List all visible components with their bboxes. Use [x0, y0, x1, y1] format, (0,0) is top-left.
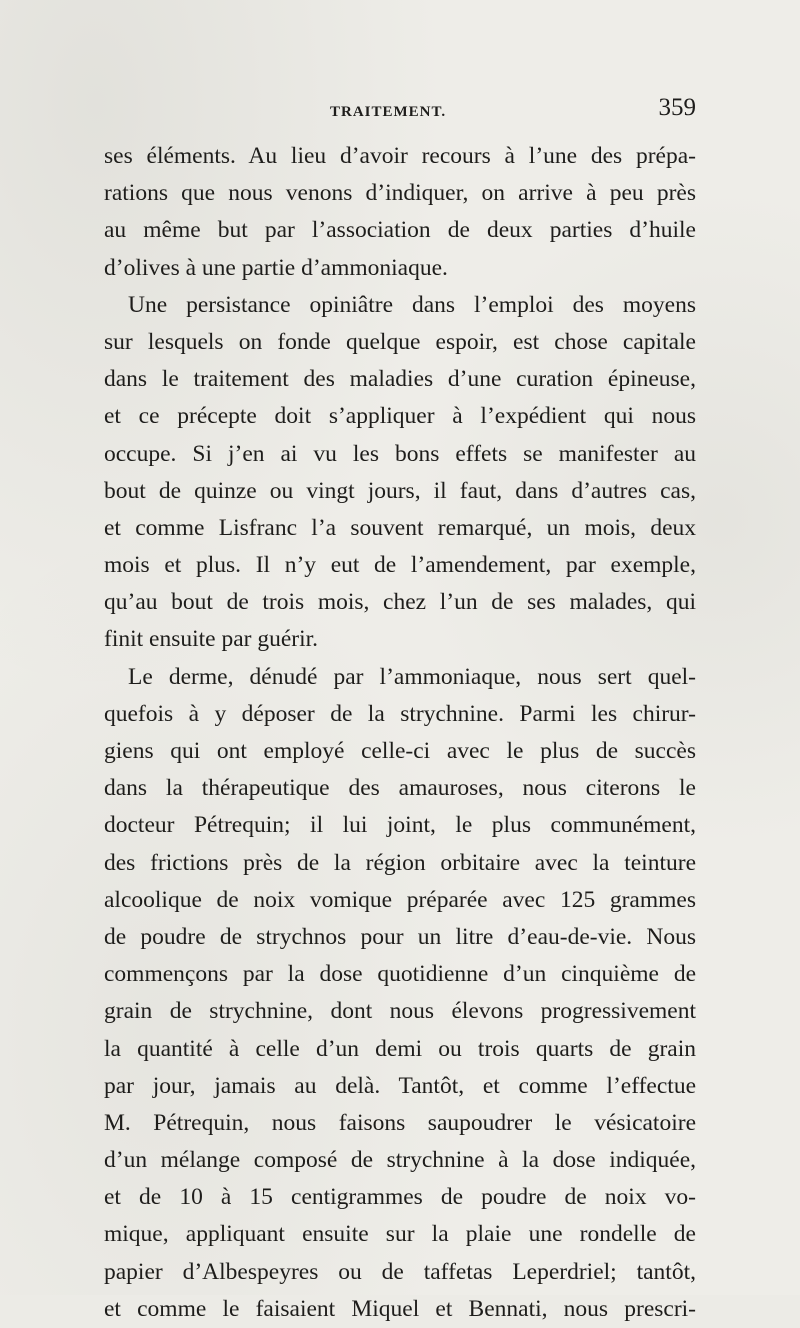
text-line: commençons par la dose quotidienne d’un cinquième de [104, 961, 696, 988]
text-line: qu’au bout de trois mois, chez l’un de ses malades, qui [104, 589, 696, 616]
text-line: la quantité à celle d’un demi ou trois quarts de grain [104, 1035, 696, 1062]
text-line: dans le traitement des maladies d’une curation épineuse, [104, 366, 696, 393]
text-line: papier d’Albespeyres ou de taffetas Leperdriel; tantôt, [104, 1258, 696, 1285]
text-line: mois et plus. Il n’y eut de l’amendement, par exemple, [104, 552, 696, 579]
text-line: rations que nous venons d’indiquer, on arrive à peu près [104, 180, 696, 207]
text-line: et comme le faisaient Miquel et Bennati, nous prescri- [104, 1295, 696, 1322]
text-line: par jour, jamais au delà. Tantôt, et comme l’effectue [104, 1072, 696, 1099]
text-line: quefois à y déposer de la strychnine. Parmi les chirur- [104, 700, 696, 727]
text-line: mique, appliquant ensuite sur la plaie une rondelle de [104, 1221, 696, 1248]
text-line: des frictions près de la région orbitaire avec la teinture [104, 849, 696, 876]
text-line: occupe. Si j’en ai vu les bons effets se manifester au [104, 440, 696, 467]
text-line: sur lesquels on fonde quelque espoir, est chose capitale [104, 328, 696, 355]
page-number: 359 [658, 94, 696, 121]
text-line: au même but par l’association de deux parties d’huile [104, 217, 696, 244]
text-line: Le derme, dénudé par l’ammoniaque, nous sert quel- [128, 663, 696, 690]
text-line: finit ensuite par guérir. [104, 626, 319, 653]
running-title: TRAITEMENT. [330, 104, 447, 120]
running-head [100, 94, 700, 130]
text-line: ses éléments. Au lieu d’avoir recours à l’une des prépa- [104, 143, 696, 169]
body-text [104, 138, 696, 1328]
text-line: d’un mélange composé de strychnine à la dose indiquée, [104, 1147, 696, 1174]
text-line: Une persistance opiniâtre dans l’emploi des moyens [128, 291, 696, 318]
text-line: et comme Lisfranc l’a souvent remarqué, un mois, deux [104, 514, 696, 541]
text-line: alcoolique de noix vomique préparée avec 125 grammes [104, 886, 696, 913]
text-line: de poudre de strychnos pour un litre d’eau-de-vie. Nous [104, 923, 696, 950]
text-line: M. Pétrequin, nous faisons saupoudrer le vésicatoire [104, 1109, 696, 1136]
text-line: docteur Pétrequin; il lui joint, le plus communément, [104, 812, 696, 839]
text-line: et de 10 à 15 centigrammes de poudre de noix vo- [104, 1184, 696, 1211]
text-line: grain de strychnine, dont nous élevons progressivement [104, 998, 696, 1025]
text-line: giens qui ont employé celle-ci avec le plus de succès [104, 738, 696, 764]
text-line: et ce précepte doit s’appliquer à l’expédient qui nous [104, 403, 696, 430]
text-line: d’olives à une partie d’ammoniaque. [104, 254, 448, 281]
text-line: bout de quinze ou vingt jours, il faut, dans d’autres cas, [104, 477, 696, 504]
text-line: dans la thérapeutique des amauroses, nous citerons le [104, 775, 696, 802]
